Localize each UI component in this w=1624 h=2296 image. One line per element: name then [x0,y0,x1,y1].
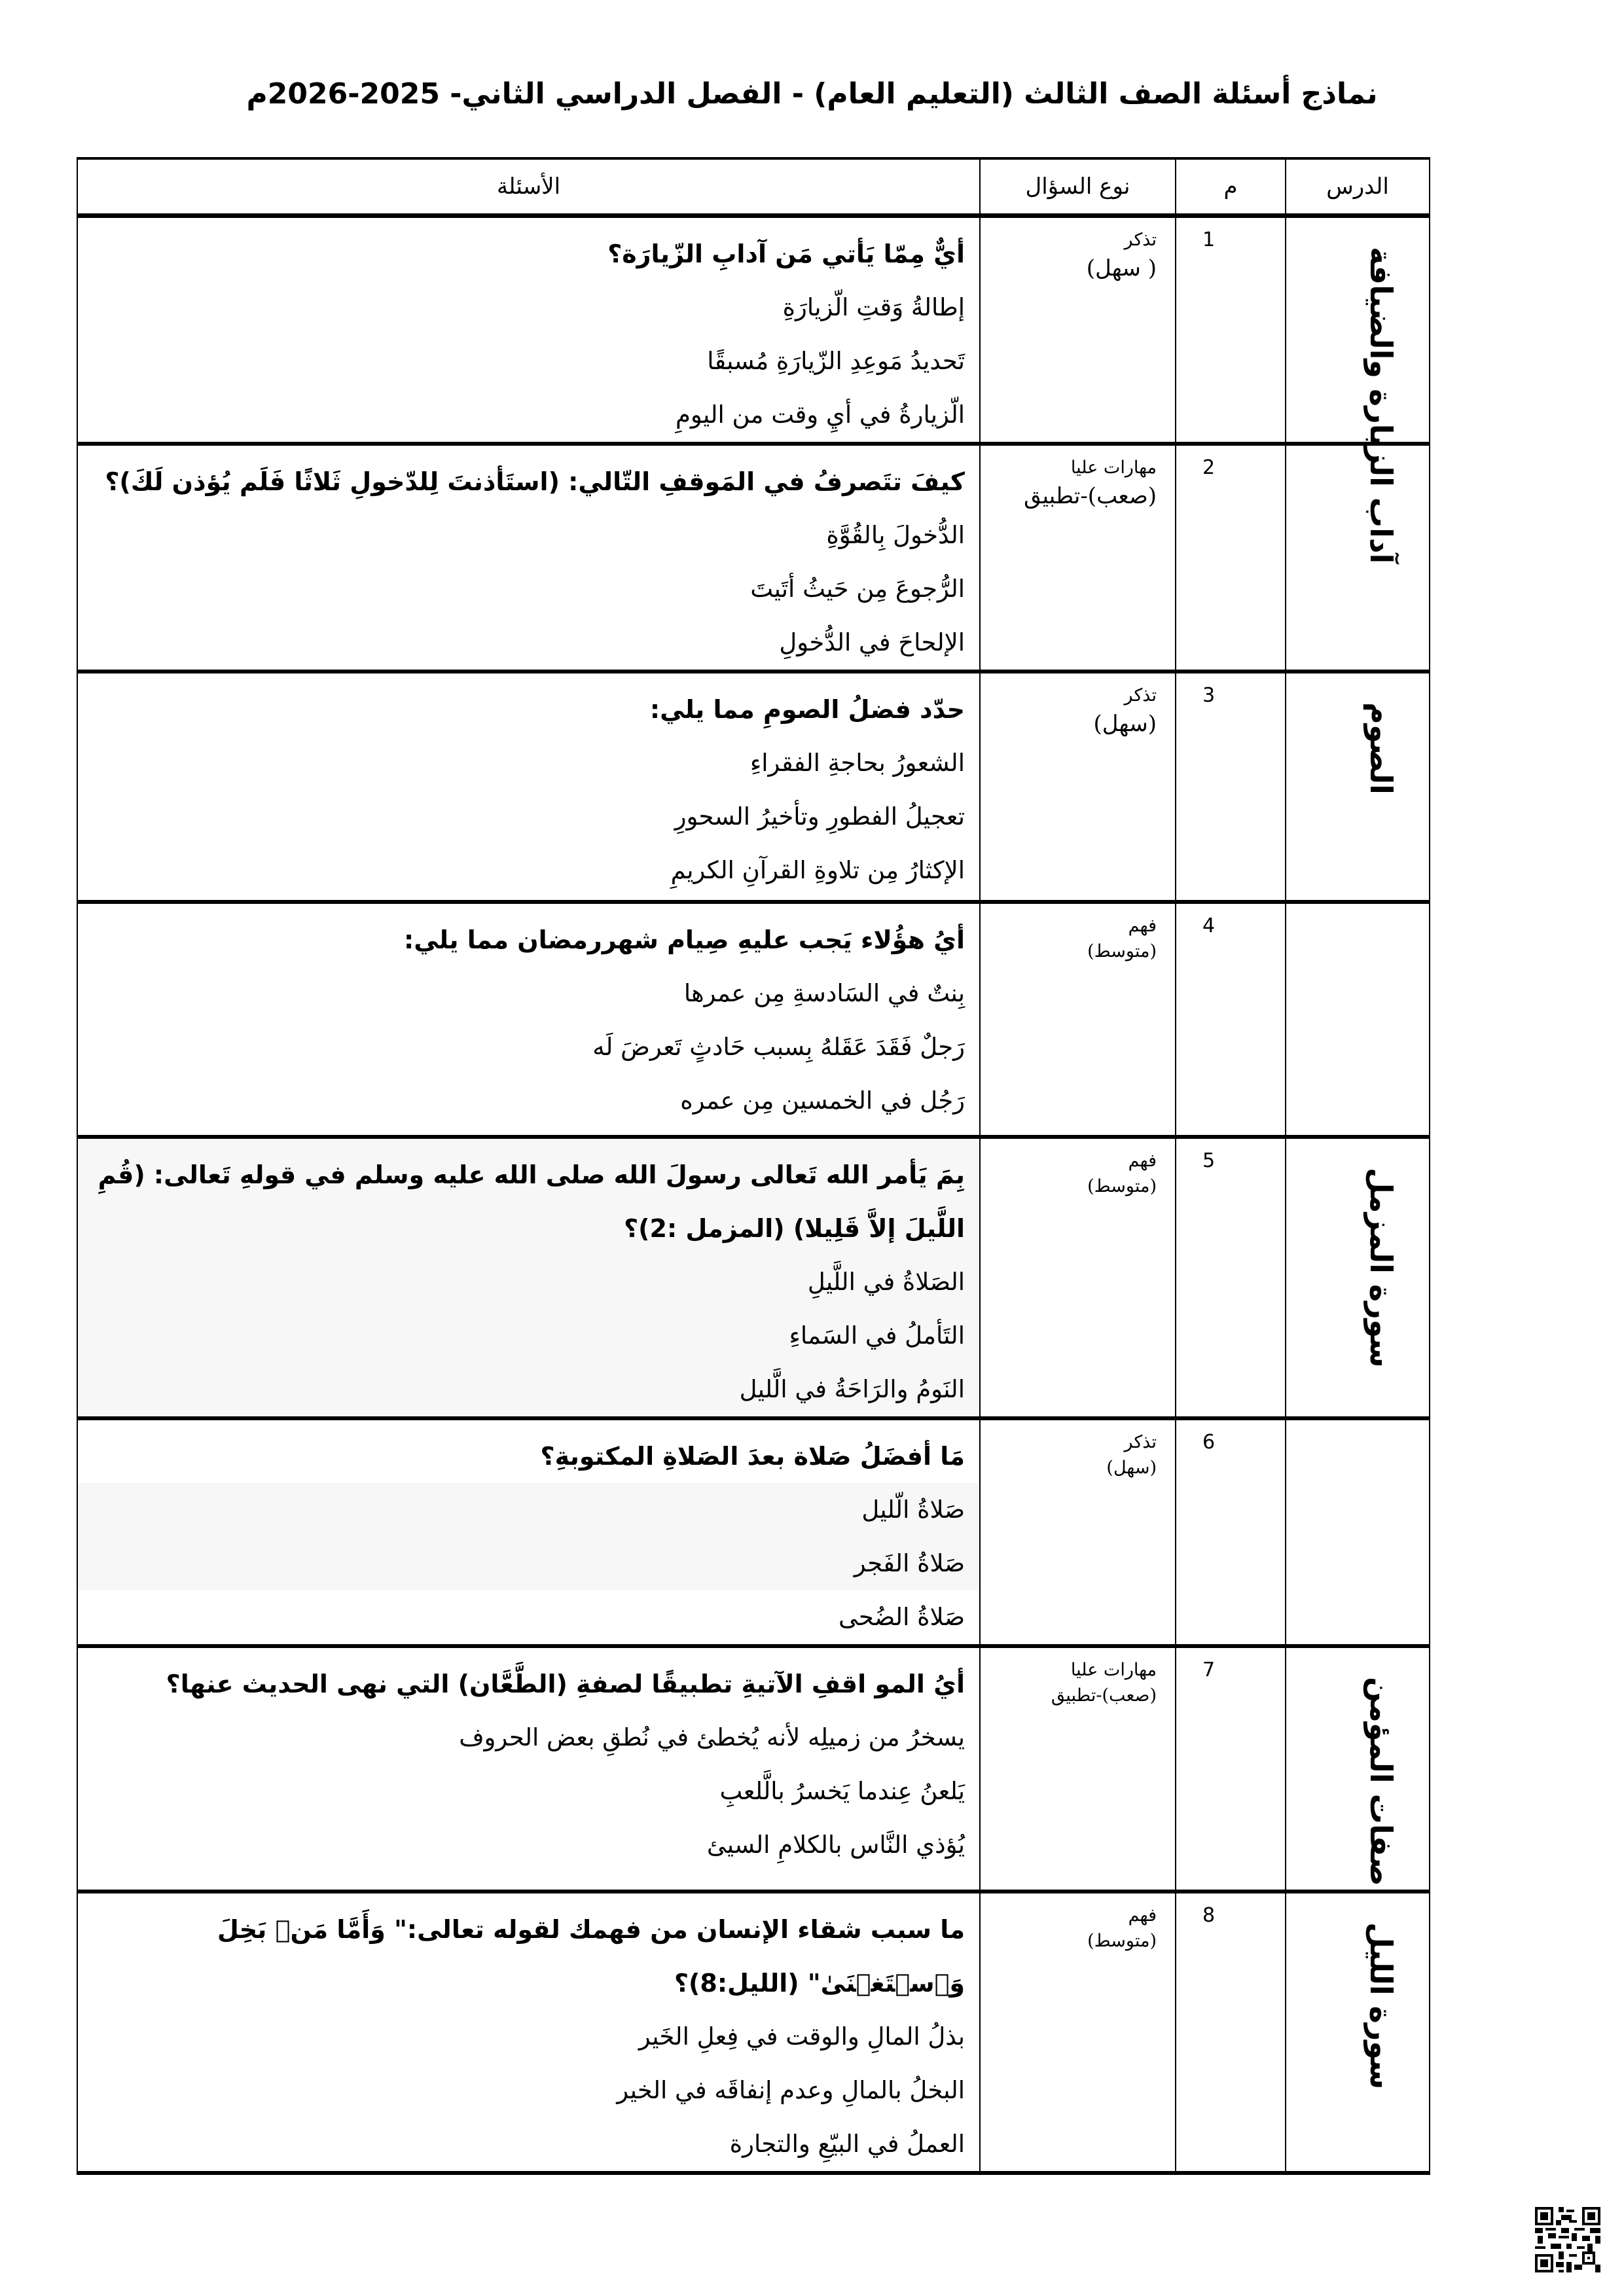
type-cell [980,1646,1176,1892]
question-number: 5 [1202,1149,1216,1172]
lesson-cell [1286,1137,1430,1418]
question-cell [77,1646,980,1892]
table-row [77,1646,1430,1892]
question-stem: بِمَ يَأمر الله تَعالى رسولَ الله صلى الله عليه وسلم في قولهِ تَعالى: (قُمِ اللَّيلَ إلاَّ قَلِيلا) (المزمل :2)؟ [98,1160,965,1243]
lesson-cell [1286,902,1430,1137]
answer-option: صَلاةُ الضُحى [838,1603,965,1631]
table-row [77,1892,1430,2173]
answer-option: رَجُل في الخمسين مِن عمره [680,1086,965,1115]
question-stem: أيُ هؤُلاء يَجب عليهِ صِيام شهررمضان مما يلي: [404,925,965,954]
answer-option: تَحديدُ مَوعِدِ الزّيارَةِ مُسبقًا [707,347,965,375]
number-cell [1176,1137,1286,1418]
answer-option: التَأملُ في السَماءِ [789,1321,965,1350]
header-questions: الأسئلة [77,158,980,216]
type-cell [980,444,1176,672]
answer-option: يسخرُ من زميلِه لأنه يُخطئ في نُطقِ بعض الحروف [459,1723,965,1751]
question-cell [77,216,980,444]
table-header-row [77,158,1430,216]
number-cell [1176,902,1286,1137]
lesson-label: الصوم [1363,702,1399,795]
answer-option: الإكثارُ مِن تلاوةِ القرآنِ الكريمِ [670,856,965,884]
table-row [77,1418,1430,1646]
question-cell [77,1137,980,1418]
question-type: فهم [1128,1905,1157,1926]
difficulty-level: (سهل) [1106,1458,1157,1479]
answer-option: بِنتٌ في السَادسةِ مِن عمرها [683,979,965,1007]
lesson-cell [1286,216,1430,564]
answer-option: رَجلٌ فَقَدَ عَقَلهُ بِسبب حَادثٍ تَعرضَ لَه [592,1033,965,1061]
lesson-label: سورة المزمل [1363,1168,1399,1368]
question-type: تذكر [1124,230,1157,250]
table-row [77,672,1430,902]
answer-option: بذلُ المالِ والوقت في فِعلِ الخَير [638,2022,965,2051]
answer-option: يُؤذي النَّاس بالكلامِ السيئ [706,1831,965,1859]
answer-option: النَومُ والرَاحَةُ في الَّليل [739,1375,965,1403]
type-cell [980,672,1176,902]
question-number: 4 [1202,914,1216,937]
difficulty-level: (صعب)-تطبيق [1051,1685,1157,1706]
lesson-cell [1286,1418,1430,1646]
number-cell [1176,1418,1286,1646]
questions-table [77,157,1430,2175]
table-row [77,444,1430,672]
answer-option: الصَلاةُ في اللَّيلِ [807,1268,965,1296]
question-stem: أيُ المو اقفِ الآتيةِ تطبيقًا لصفةِ (الطَّعَّان) التي نهى الحديث عنها؟ [166,1670,965,1698]
lesson-label: آداب الزيارة والضيافة [1363,247,1399,564]
question-stem: مَا أفضَلُ صَلاة بعدَ الصَلاةِ المكتوبةِ؟ [540,1442,965,1471]
number-cell [1176,1646,1286,1892]
question-stem: أيٌّ مِمّا يَأتي مَن آدابِ الزّيارَة؟ [607,240,965,268]
answer-option: الشعورُ بحاجةِ الفقراءِ [749,749,965,777]
page-title: نماذج أسئلة الصف الثالث (التعليم العام) - الفصل الدراسي الثاني- 2025-2026م [246,77,1378,111]
answer-option: البخلُ بالمالِ وعدم إنفاقَه في الخير [617,2076,965,2104]
number-cell [1176,672,1286,902]
lesson-cell [1286,1892,1430,2173]
question-cell [77,444,980,672]
header-question-type: نوع السؤال [980,158,1176,216]
lesson-cell [1286,1646,1430,1892]
question-number: 6 [1202,1431,1216,1454]
question-stem: كيفَ تتَصرفُ في المَوقفِ التّالي: (استَأذنتَ لِلدّخولِ ثَلاثًا فَلَم يُؤذن لَكَ)؟ [105,467,965,496]
question-number: 8 [1202,1904,1216,1927]
difficulty-level: (متوسط) [1087,1931,1157,1952]
type-cell [980,1418,1176,1646]
number-cell [1176,444,1286,672]
question-cell [77,1418,980,1646]
question-type: تذكر [1124,685,1157,706]
header-lesson: الدرس [1286,158,1430,216]
question-number: 1 [1202,228,1216,251]
table-row [77,902,1430,1137]
type-cell [980,216,1176,444]
answer-option: الرُّجوعَ مِن حَيثُ أتَيتَ [750,575,965,603]
question-number: 7 [1202,1659,1216,1681]
question-type: مهارات عليا [1070,1660,1157,1680]
header-number: م [1176,158,1286,216]
question-stem: ما سبب شقاء الإنسان من فهمك لقوله تعالى:" وَأَمَّا مَنۢ بَخِلَ وَٱسۡتَغۡنَىٰ" (الليل:8)؟ [217,1915,965,1998]
question-cell [77,902,980,1137]
difficulty-level: (صعب)-تطبيق [1024,483,1157,510]
answer-option: يَلعنُ عِندما يَخسرُ بالَّلعبِ [719,1777,965,1805]
question-stem: حدّد فضلُ الصومِ مما يلي: [649,695,965,724]
number-cell [1176,216,1286,444]
answer-option: صَلاةُ الفَجر [854,1549,965,1577]
number-cell [1176,1892,1286,2173]
question-number: 3 [1202,684,1216,707]
difficulty-level: (متوسط) [1087,941,1157,962]
table-row [77,1137,1430,1418]
question-type: فهم [1128,1151,1157,1171]
question-type: تذكر [1124,1432,1157,1452]
lesson-cell [1286,672,1430,902]
difficulty-level: (سهل) [1093,711,1157,738]
type-cell [980,1892,1176,2173]
answer-option: تعجيلُ الفطورِ وتأخيرُ السحورِ [674,802,965,831]
difficulty-level: ( سهل) [1086,255,1157,282]
difficulty-level: (متوسط) [1087,1176,1157,1197]
question-type: فهم [1128,916,1157,936]
answer-option: الدُّخولَ بِالقُوَّةِ [826,521,965,549]
table-row [77,216,1430,444]
question-number: 2 [1202,456,1216,479]
lesson-label: سورة الليل [1363,1922,1399,2090]
question-cell [77,1892,980,2173]
answer-option: إطالةُ وَقتِ الّزيارَةِ [782,293,965,321]
qr-code-icon [1535,2207,1600,2272]
question-type: مهارات عليا [1070,457,1157,478]
type-cell [980,902,1176,1137]
lesson-cell [1286,444,1430,672]
answer-option: صَلاةُ الّليل [861,1496,965,1524]
type-cell [980,1137,1176,1418]
answer-option: الإلحاحَ في الدُّخولِ [779,628,965,656]
answer-option: العملُ في البيّعِ والتجارة [729,2130,965,2158]
lesson-label: صفات المؤمن [1363,1677,1399,1886]
answer-option: الّزيارةُ في أيِ وقت من اليومِ [676,401,965,429]
question-cell [77,672,980,902]
